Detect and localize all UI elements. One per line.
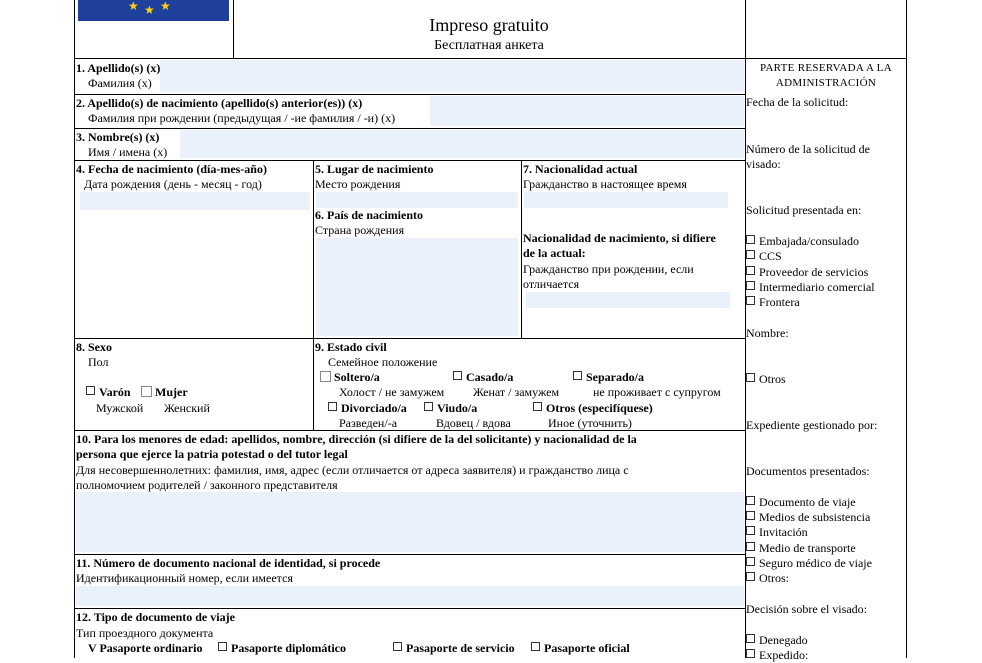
row-divider [74,338,746,339]
checkbox-icon[interactable] [746,496,755,505]
star-icon: ★ [160,0,171,13]
first-name-label: 3. Nombre(s) (x) [76,130,160,144]
option-label: Medio de transporte [759,541,856,555]
admin-handled-label: Expediente gestionado por: [746,418,878,432]
birth-nationality-label-ru-2: отличается [523,277,580,291]
sex-male-ru: Мужской [96,401,144,415]
row-divider [74,608,746,609]
id-number-label: 11. Número de documento nacional de identidad, si procede [76,556,381,570]
guardian-label-ru-2: полномочием родителей / законного представителя [76,478,338,492]
checkbox-icon[interactable] [746,250,755,259]
admin-submitted-border[interactable] [746,295,800,310]
checkbox-icon[interactable] [746,557,755,566]
civil-single-option[interactable] [320,370,380,385]
birth-place-label: 5. Lugar de nacimiento [315,162,434,176]
birth-country-input[interactable] [316,238,518,336]
checkbox-icon[interactable] [393,642,402,651]
surname-input[interactable] [160,60,744,92]
option-label: Otros: [759,571,789,585]
birth-date-input[interactable] [80,192,310,210]
civil-other-label: Otros (especifíquese) [546,401,653,415]
admin-others-option[interactable] [746,372,786,387]
civil-married-option[interactable] [453,370,513,385]
admin-submitted-provider[interactable] [746,265,868,280]
civil-married-label: Casado/a [466,370,514,384]
admin-doc-means[interactable] [746,510,870,525]
row-divider [74,160,746,161]
checkbox-icon[interactable] [141,386,152,397]
birth-surname-input[interactable] [430,96,744,126]
row-divider [74,430,746,431]
id-number-label-ru: Идентификационный номер, если имеется [76,571,293,585]
travel-doc-label-ru: Тип проездного документа [76,626,214,640]
civil-single-ru: Холост / не замужем [339,385,445,399]
form-title: Impreso gratuito [429,15,549,35]
col-divider [521,160,522,338]
eu-flag-logo [78,0,229,21]
travel-doc-ordinary-option[interactable] [88,641,202,656]
travel-doc-diplomatic-option[interactable] [218,641,346,656]
guardian-label: 10. Para los menores de edad: apellidos, nombre, dirección (si difiere de la del solicitante) y nacionalidad de la [76,432,637,446]
checkbox-icon[interactable] [328,402,337,411]
checkbox-icon[interactable] [746,235,755,244]
admin-decision-label: Decisión sobre el visado: [746,602,867,616]
admin-submitted-ccs[interactable] [746,249,782,264]
sex-label: 8. Sexo [76,340,112,354]
checkbox-icon[interactable] [746,572,755,581]
checkbox-icon[interactable] [218,642,227,651]
checkmark: V [88,641,97,655]
civil-other-option[interactable] [533,401,653,416]
checkbox-icon[interactable] [746,296,755,305]
travel-doc-label: 12. Tipo de documento de viaje [76,610,235,624]
admin-doc-other[interactable] [746,571,789,586]
civil-other-ru: Иное (уточнить) [548,416,632,430]
birth-surname-label: 2. Apellido(s) de nacimiento (apellido(s) anterior(es)) (x) [76,96,363,110]
birth-nationality-label: Nacionalidad de nacimiento, si difiere [523,231,716,245]
civil-separated-label: Separado/a [586,370,645,384]
admin-decision-denied[interactable] [746,633,808,648]
border-left [74,0,75,658]
admin-docs-label: Documentos presentados: [746,464,870,478]
sex-male-label: Varón [99,385,131,399]
nationality-input[interactable] [524,192,728,208]
admin-name-label: Nombre: [746,326,789,340]
civil-divorced-ru: Разведен/-а [339,416,398,430]
civil-separated-ru: не проживает с супругом [593,385,721,399]
surname-label-ru: Фамилия (x) [88,76,152,90]
option-label: Medios de subsistencia [759,510,871,524]
option-label: Invitación [759,525,808,539]
checkbox-icon[interactable] [746,266,755,275]
checkbox-icon[interactable] [86,386,95,395]
option-label: Documento de viaje [759,495,856,509]
row-divider [74,58,907,59]
row-divider [74,128,746,129]
checkbox-icon[interactable] [533,402,542,411]
checkbox-icon[interactable] [573,371,582,380]
checkbox-icon[interactable] [746,542,755,551]
civil-status-label: 9. Estado civil [315,340,387,354]
travel-doc-diplomatic-label: Pasaporte diplomático [231,641,346,655]
admin-number-label-2: visado: [746,157,781,171]
civil-widowed-option[interactable] [424,401,477,416]
birth-country-label-ru: Страна рождения [315,223,405,237]
civil-separated-option[interactable] [573,370,644,385]
option-label: CCS [759,249,782,263]
nationality-label-ru: Гражданство в настоящее время [523,177,687,191]
civil-single-label: Soltero/a [334,370,380,384]
col-divider [313,160,314,430]
civil-status-label-ru: Семейное положение [328,355,438,369]
sex-female-ru: Женский [164,401,210,415]
sex-female-label: Mujer [155,385,188,399]
checkbox-icon[interactable] [746,526,755,535]
admin-doc-travel[interactable] [746,495,856,510]
option-label: Otros [759,372,786,386]
admin-submitted-embassy[interactable] [746,234,859,249]
border-sidebar-right [906,0,907,658]
first-name-label-ru: Имя / имена (x) [88,145,168,159]
travel-doc-ordinary-label: Pasaporte ordinario [99,641,203,655]
birth-place-input[interactable] [316,192,518,208]
nationality-label: 7. Nacionalidad actual [523,162,638,176]
birth-place-label-ru: Место рождения [315,177,401,191]
row-divider [74,94,746,95]
option-label: Embajada/consulado [759,234,859,248]
civil-divorced-option[interactable] [328,401,407,416]
option-label: Frontera [759,295,800,309]
civil-widowed-label: Viudo/a [437,401,478,415]
surname-label: 1. Apellido(s) (x) [76,61,161,75]
checkbox-icon[interactable] [320,371,331,382]
admin-decision-issued[interactable] [746,648,808,663]
admin-doc-invitation[interactable] [746,525,808,540]
star-icon: ★ [144,3,155,17]
sex-male-option[interactable] [86,385,131,400]
birth-country-label: 6. País de nacimiento [315,208,423,222]
civil-divorced-label: Divorciado/a [341,401,407,415]
travel-doc-service-label: Pasaporte de servicio [406,641,515,655]
checkbox-icon[interactable] [746,649,755,658]
travel-doc-service-option[interactable] [393,641,515,656]
row-divider [74,554,746,555]
option-label: Intermediario comercial [759,280,875,294]
guardian-label-2: persona que ejerce la patria potestad o del tutor legal [76,447,348,461]
guardian-label-ru: Для несовершеннолетних: фамилия, имя, адрес (если отличается от адреса заявителя) и гражданство лица с [76,463,629,477]
birth-nationality-label-2: de la actual: [523,246,586,260]
guardian-input[interactable] [76,492,744,552]
sex-label-ru: Пол [88,355,109,369]
admin-date-label: Fecha de la solicitud: [746,95,849,109]
travel-doc-official-label: Pasaporte oficial [544,641,630,655]
civil-married-ru: Женат / замужем [473,385,560,399]
admin-submitted-intermediary[interactable] [746,280,875,295]
admin-submitted-label: Solicitud presentada en: [746,203,862,217]
option-label: Denegado [759,633,808,647]
admin-doc-transport[interactable] [746,541,856,556]
admin-doc-insurance[interactable] [746,556,872,571]
form-subtitle: Бесплатная анкета [434,38,544,53]
star-icon: ★ [128,0,139,13]
checkbox-icon[interactable] [531,642,540,651]
checkbox-icon[interactable] [746,281,755,290]
admin-number-label: Número de la solicitud de [746,142,870,156]
checkbox-icon[interactable] [746,373,755,382]
admin-section-title-2: ADMINISTRACIÓN [775,77,877,89]
birth-surname-label-ru: Фамилия при рождении (предыдущая / -ие фамилия / -и) (x) [88,111,396,125]
first-name-input[interactable] [180,130,744,158]
id-number-input[interactable] [76,586,744,606]
sex-female-option[interactable] [141,385,188,400]
option-label: Expedido: [759,648,809,662]
birth-date-label: 4. Fecha de nacimiento (día-mes-año) [76,162,267,176]
checkbox-icon[interactable] [746,511,755,520]
travel-doc-official-option[interactable] [531,641,630,656]
checkbox-icon[interactable] [424,402,433,411]
birth-nationality-input[interactable] [526,292,730,308]
checkbox-icon[interactable] [453,371,462,380]
birth-nationality-label-ru: Гражданство при рождении, если [523,262,694,276]
checkbox-icon[interactable] [746,634,755,643]
admin-section-title: PARTE RESERVADA A LA [760,62,892,74]
civil-widowed-ru: Вдовец / вдова [436,416,511,430]
option-label: Proveedor de servicios [759,265,869,279]
option-label: Seguro médico de viaje [759,556,872,570]
birth-date-label-ru: Дата рождения (день - месяц - год) [84,177,262,191]
